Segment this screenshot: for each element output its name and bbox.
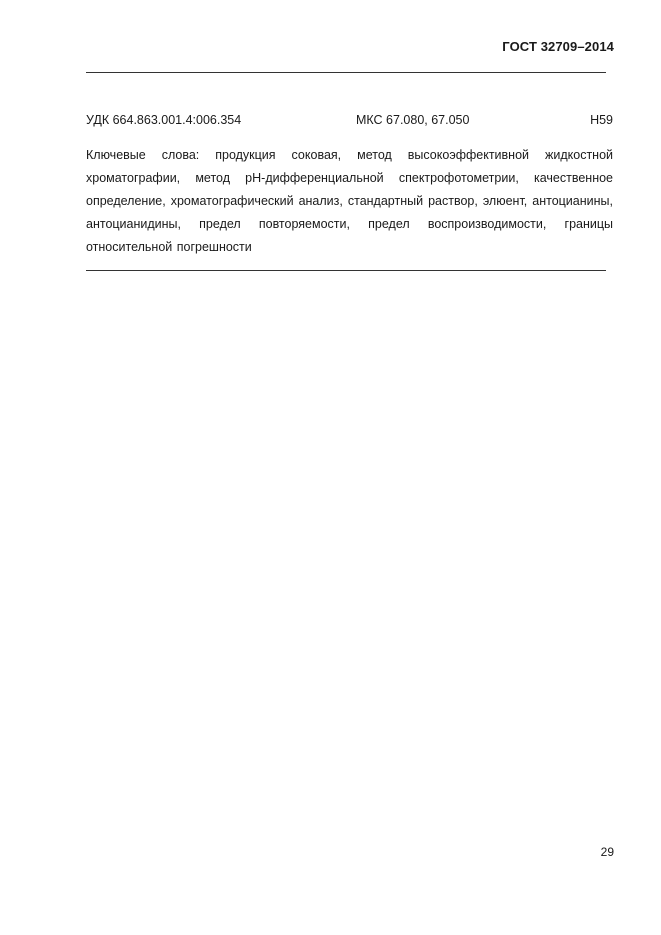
mks-code: МКС 67.080, 67.050: [356, 113, 470, 127]
classification-row: [86, 113, 613, 131]
top-divider: [86, 72, 606, 73]
bottom-divider: [86, 270, 606, 271]
udk-code: УДК 664.863.001.4:006.354: [86, 113, 242, 127]
keywords-paragraph: Ключевые слова: продукция соковая, метод высокоэффективной жидкостной хроматографии, метод pH-дифференциальной спектрофотометрии, качественное определение, хроматографический анализ, стандартный раствор, элюент, антоцианины, антоцианидины, предел повторяемости, предел воспроизводимости, границы относительной погрешности: [86, 148, 613, 254]
page-number: 29: [600, 845, 614, 859]
category-code: Н59: [590, 113, 613, 127]
standard-title: ГОСТ 32709–2014: [502, 39, 614, 54]
